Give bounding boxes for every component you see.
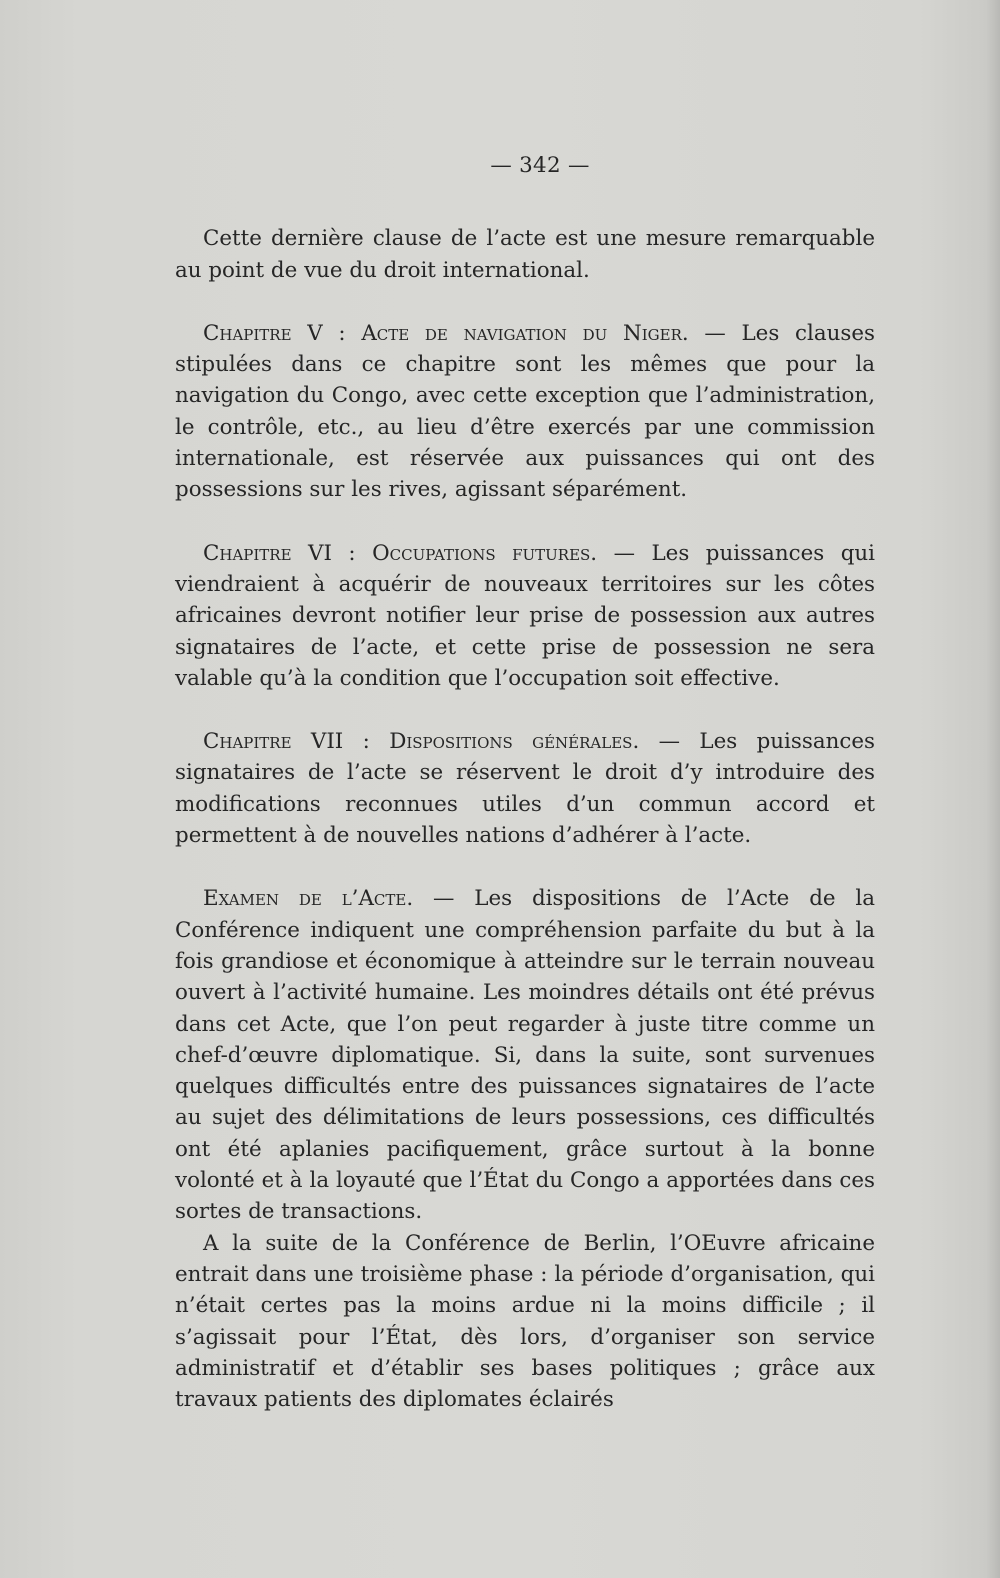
paragraph-chapter-vii bbox=[175, 726, 875, 851]
examen-heading: Examen de l’Acte. bbox=[203, 886, 414, 912]
chapter-v-heading: Chapitre V : Acte de navigation du Niger. bbox=[203, 320, 689, 346]
paragraph-examen bbox=[175, 883, 875, 1227]
chapter-vii-heading: Chapitre VII : Dispositions générales. bbox=[203, 729, 640, 755]
paragraph-chapter-v bbox=[175, 318, 875, 506]
organisation-text: A la suite de la Conférence de Berlin, l’OEuvre africaine entrait dans une troisième phase : la période d’organisation, qui n’était certes pas la moins ardue ni la moins difficile ; il s’agissait pour l’État, dès lors, d’organiser son service administratif et d’établir ses bases politiques ; grâce aux travaux patients des diplomates éclairés bbox=[175, 1230, 875, 1413]
chapter-vii-text: — Les puissances signataires de l’acte se réservent le droit d’y introduire des modifications reconnues utiles d’un commun accord et permettent à de nouvelles nations d’adhérer à l’acte. bbox=[175, 729, 875, 849]
chapter-v-text: — Les clauses stipulées dans ce chapitre sont les mêmes que pour la navigation du Congo, avec cette exception que l’administration, le contrôle, etc., au lieu d’être exercés par une commission internationale, est réservée aux puissances qui ont des possessions sur les rives, agissant séparément. bbox=[175, 320, 875, 503]
page-text-block bbox=[175, 150, 875, 1415]
paragraph-clause-remark bbox=[175, 223, 875, 286]
examen-text: — Les dispositions de l’Acte de la Conférence indiquent une compréhension parfaite du but à la fois grandiose et économique à atteindre sur le terrain nouveau ouvert à l’activité humaine. Les moindres détails ont été prévus dans cet Acte, que l’on peut regarder à juste titre comme un chef-d’œuvre diplomatique. Si, dans la suite, sont survenues quelques difficultés entre des puissances signataires de l’acte au sujet des délimitations de leurs possessions, ces difficultés ont été aplanies pacifiquement, grâce surtout à la bonne volonté et à la loyauté que l’État du Congo a apportées dans ces sortes de transactions. bbox=[175, 886, 876, 1225]
page-number: — 342 — bbox=[490, 153, 590, 178]
chapter-vi-text: — Les puissances qui viendraient à acquérir de nouveaux territoires sur les côtes africaines devront notifier leur prise de possession aux autres signataires de l’acte, et cette prise de possession ne sera valable qu’à la condition que l’occupation soit effective. bbox=[175, 540, 876, 691]
paragraph-organisation bbox=[175, 1228, 875, 1416]
paragraph-chapter-vi bbox=[175, 538, 875, 694]
chapter-vi-heading: Chapitre VI : Occupations futures. bbox=[203, 540, 598, 566]
page-edge-shadow bbox=[986, 0, 1000, 1578]
paragraph-text: Cette dernière clause de l’acte est une mesure remarquable au point de vue du droit international. bbox=[175, 226, 875, 283]
